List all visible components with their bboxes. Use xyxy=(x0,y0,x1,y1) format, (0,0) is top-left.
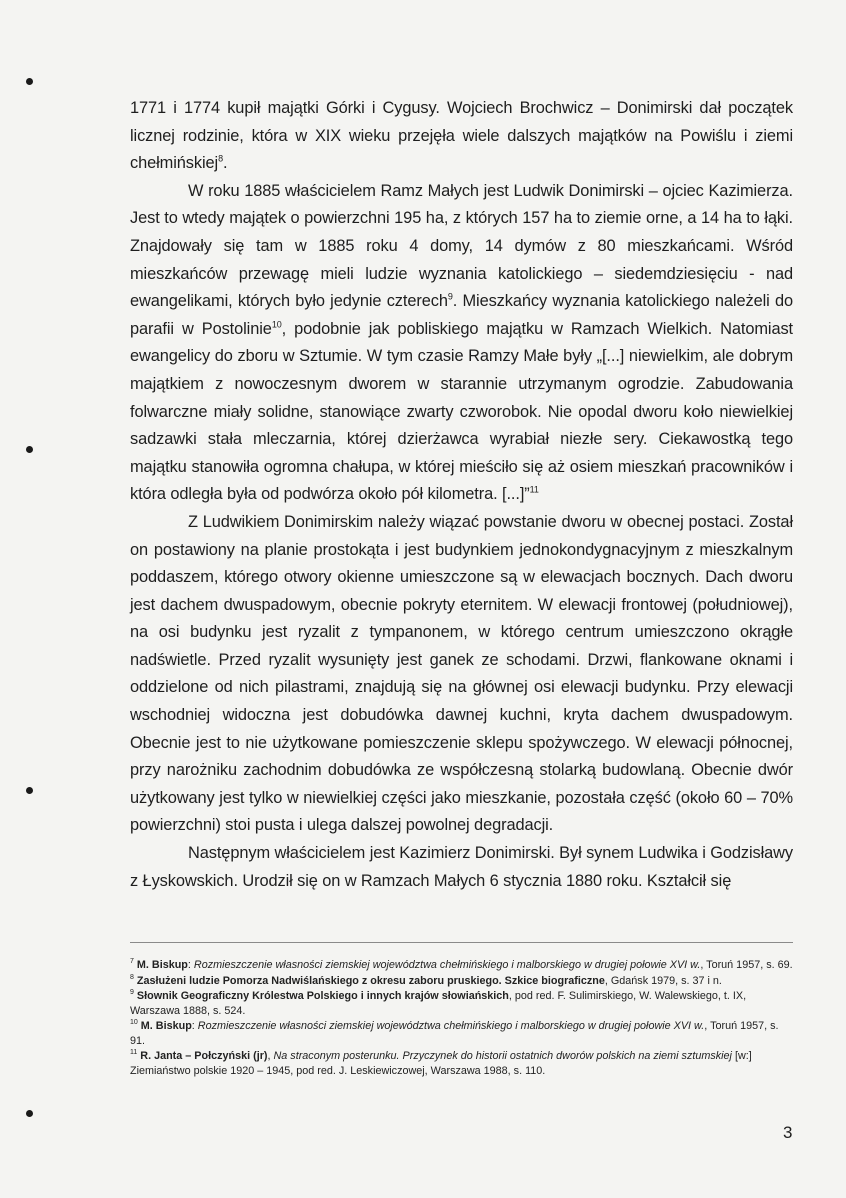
footnote-ref-11: 11 xyxy=(529,484,539,495)
footnote-11: $^{11}$ R. Janta – Połczyński (jr), Na straconym posterunku. Przyczynek do historii ostatnich dworów polskich na ziemi sztumskiej [w:] Ziemiaństwo polskie 1920 – 1945, pod red. J. Leskiewiczowej, Warszawa 1988, s. 110. xyxy=(130,1049,752,1077)
punch-hole-mark xyxy=(26,446,33,453)
punch-hole-mark xyxy=(26,1110,33,1117)
paragraph-1: 1771 i 1774 kupił majątki Górki i Cygusy. Wojciech Brochwicz – Donimirski dał początek licznej rodzinie, która w XIX wieku przejęła wiele dalszych majątków na Powiślu i ziemi chełmińskiej$^8$. xyxy=(130,99,793,173)
footnote-ref-9: 9 xyxy=(447,291,453,302)
paragraph-3: Z Ludwikiem Donimirskim należy wiązać powstanie dworu w obecnej postaci. Został on postawiony na planie prostokąta i jest budynkiem jednokondygnacyjnym z mieszkalnym poddaszem, którego otwory okienne umieszczone są w elewacjach bocznych. Dach dworu jest dachem dwuspadowym, obecnie pokryty eternitem. W elewacji frontowej (południowej), na osi budynku jest ryzalit z tympanonem, w którego centrum umieszczono okrągłe nadświetle. Przed ryzalit wysunięty jest ganek ze schodami. Drzwi, flankowane oknami i oddzielone od nich pilastrami, znajdują się na głównej osi elewacji budynku. Przy elewacji wschodniej widoczna jest dobudówka dawnej kuchni, kryta dachem dwuspadowym. Obecnie jest to nie użytkowane pomieszczenie sklepu spożywczego. W elewacji północnej, przy narożniku zachodnim dobudówka ze współczesną stolarką budowlaną. Obecnie dwór użytkowany jest tylko w niewielkiej części jako mieszkanie, pozostała część (około 60 – 70% powierzchni) stoi pusta i ulega dalszej powolnej degradacji. xyxy=(130,512,793,835)
footnote-7: $^7$ M. Biskup: Rozmieszczenie własności ziemskiej województwa chełmińskiego i malborskiego w drugiej połowie XVI w., Toruń 1957, s. 69. xyxy=(130,958,793,971)
paragraph-4: Następnym właścicielem jest Kazimierz Donimirski. Był synem Ludwika i Godzisławy z Łyskowskich. Urodził się on w Ramzach Małych 6 stycznia 1880 roku. Kształcił się xyxy=(130,844,794,890)
footnote-10: $^{10}$ M. Biskup: Rozmieszczenie własności ziemskiej województwa chełmińskiego i malborskiego w drugiej połowie XVI w., Toruń 1957, s. 91. xyxy=(130,1019,779,1047)
punch-hole-mark xyxy=(26,787,33,794)
punch-hole-mark xyxy=(26,78,33,85)
footnote-ref-8: 8 xyxy=(218,153,223,164)
page-number: 3 xyxy=(783,1123,793,1142)
body-text xyxy=(130,95,793,895)
footnote-ref-10: 10 xyxy=(271,319,282,330)
footnote-8: $^8$ Zasłużeni ludzie Pomorza Nadwiślańskiego z okresu zaboru pruskiego. Szkice biograficzne, Gdańsk 1979, s. 37 i n. xyxy=(130,973,722,987)
footnote-separator xyxy=(130,942,793,943)
paragraph-2: W roku 1885 właścicielem Ramz Małych jest Ludwik Donimirski – ojciec Kazimierza. Jest to wtedy majątek o powierzchni 195 ha, z których 157 ha to ziemie orne, a 14 ha to łąki. Znajdowały się tam w 1885 roku 4 domy, 14 dymów z 80 mieszkańcami. Wśród mieszkańców przewagę mieli ludzie wyznania katolickiego – siedemdziesięciu - nad ewangelikami, których było jedynie czterech$^9$. Mieszkańcy wyznania katolickiego należeli do parafii w Postolinie$^{10}$, podobnie jak pobliskiego majątku w Ramzach Wielkich. Natomiast ewangelicy do zboru w Sztumie. W tym czasie Ramzy Małe były „[...] niewielkim, ale dobrym majątkiem z nowoczesnym dworem w starannie utrzymanym ogrodzie. Zabudowania folwarczne miały solidne, stanowiące zwarty czworobok. Nie opodal dworu koło niewielkiej sadzawki stała mleczarnia, której dzierżawca wyrabiał niezłe sery. Ciekawostką tego majątku stanowiła ogromna chałupa, w której mieściło się aż osiem mieszkań pracowników i która odległa była od podwórza około pół kilometra. [...]”$^{11}$ xyxy=(130,181,794,504)
footnotes xyxy=(130,958,793,1079)
footnote-9: $^9$ Słownik Geograficzny Królestwa Polskiego i innych krajów słowiańskich, pod red. F. Sulimirskiego, W. Walewskiego, t. IX, Warszawa 1888, s. 524. xyxy=(130,989,747,1017)
